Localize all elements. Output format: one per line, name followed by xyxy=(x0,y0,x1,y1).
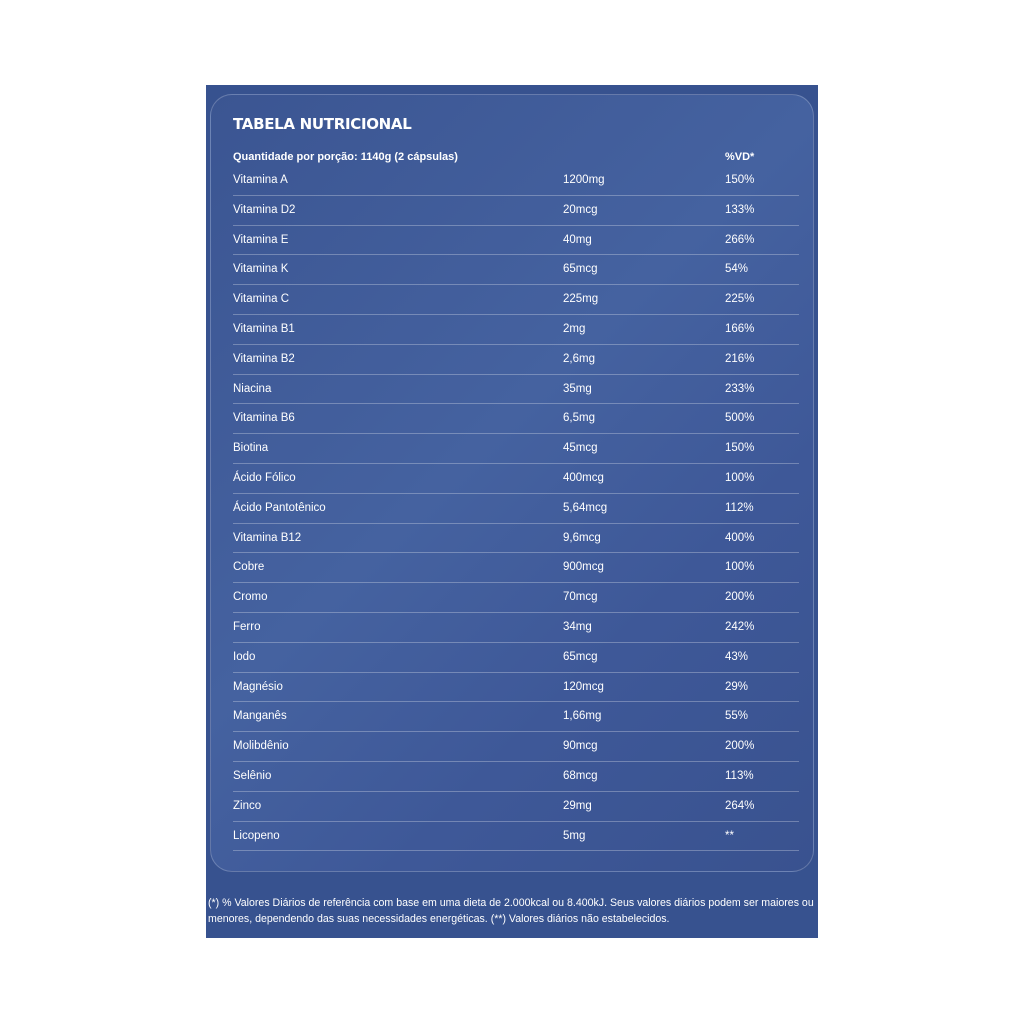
nutrient-amount: 1,66mg xyxy=(563,710,602,723)
nutrient-vd: 266% xyxy=(725,233,755,246)
nutrient-vd: 264% xyxy=(725,799,755,812)
nutrient-vd: 233% xyxy=(725,382,755,395)
nutrient-name: Manganês xyxy=(233,710,287,723)
nutrient-amount: 90mcg xyxy=(563,740,598,753)
nutrient-vd: 55% xyxy=(725,710,749,723)
nutrient-vd: 133% xyxy=(725,203,755,216)
table-row xyxy=(233,524,799,554)
table-row xyxy=(233,702,799,732)
nutrient-amount: 900mcg xyxy=(563,561,604,574)
nutrient-amount: 1200mg xyxy=(563,174,605,186)
nutrient-amount: 2,6mg xyxy=(563,352,595,365)
nutrient-vd: 225% xyxy=(725,293,755,306)
table-row xyxy=(233,166,799,196)
nutrient-name: Vitamina B6 xyxy=(233,412,295,425)
nutrient-vd: 150% xyxy=(725,442,755,455)
nutrient-name: Biotina xyxy=(233,442,269,455)
nutrient-amount: 2mg xyxy=(563,322,586,335)
nutrient-amount: 45mcg xyxy=(563,442,598,455)
nutrient-amount: 20mcg xyxy=(563,203,598,216)
nutrient-name: Ácido Pantotênico xyxy=(233,501,326,514)
nutrient-amount: 65mcg xyxy=(563,263,598,276)
nutrient-name: Licopeno xyxy=(233,829,280,842)
nutrient-vd: ** xyxy=(725,829,734,842)
table-row xyxy=(233,315,799,345)
nutrient-amount: 70mcg xyxy=(563,591,598,604)
table-row xyxy=(233,434,799,464)
table-row xyxy=(233,464,799,494)
table-row xyxy=(233,553,799,583)
table-row xyxy=(233,673,799,703)
nutrient-name: Iodo xyxy=(233,650,256,663)
nutrient-name: Vitamina D2 xyxy=(233,203,296,216)
nutrient-amount: 9,6mcg xyxy=(563,531,601,544)
table-row xyxy=(233,643,799,673)
nutrient-vd: 43% xyxy=(725,650,749,663)
nutrient-vd: 112% xyxy=(725,501,754,514)
vd-header: %VD* xyxy=(725,151,755,163)
nutrient-vd: 150% xyxy=(725,174,755,186)
nutrient-name: Vitamina E xyxy=(233,233,289,246)
nutrient-name: Ácido Fólico xyxy=(233,471,296,484)
nutrient-name: Ferro xyxy=(233,620,261,633)
nutrient-name: Selênio xyxy=(233,769,272,782)
nutrient-vd: 29% xyxy=(725,680,749,693)
nutrient-amount: 5mg xyxy=(563,829,586,842)
nutrient-amount: 225mg xyxy=(563,293,599,306)
nutrient-name: Molibdênio xyxy=(233,740,289,753)
nutrient-vd: 200% xyxy=(725,740,755,753)
nutrient-amount: 35mg xyxy=(563,382,592,395)
nutrient-name: Vitamina B1 xyxy=(233,322,295,335)
nutrient-name: Cromo xyxy=(233,591,268,604)
nutrient-vd: 113% xyxy=(725,769,754,782)
nutrient-name: Zinco xyxy=(233,799,262,812)
table-row xyxy=(233,822,799,852)
nutrition-table-card xyxy=(210,94,814,872)
nutrient-rows xyxy=(233,166,799,851)
nutrient-amount: 34mg xyxy=(563,620,592,633)
nutrient-vd: 242% xyxy=(725,620,755,633)
table-row xyxy=(233,196,799,226)
portion-label: Quantidade por porção: 1140g (2 cápsulas) xyxy=(233,151,458,163)
nutrient-vd: 500% xyxy=(725,412,755,425)
table-row xyxy=(233,255,799,285)
nutrient-vd: 166% xyxy=(725,322,755,335)
nutrient-vd: 100% xyxy=(725,561,755,574)
nutrient-name: Vitamina B12 xyxy=(233,531,302,544)
table-row xyxy=(233,404,799,434)
table-row xyxy=(233,285,799,315)
nutrient-amount: 29mg xyxy=(563,799,592,812)
table-row xyxy=(233,792,799,822)
table-row xyxy=(233,375,799,405)
nutrient-name: Vitamina A xyxy=(233,174,288,186)
nutrient-amount: 120mcg xyxy=(563,680,604,693)
table-row xyxy=(233,762,799,792)
nutrient-vd: 100% xyxy=(725,471,755,484)
table-title: TABELA NUTRICIONAL xyxy=(233,115,412,133)
table-row xyxy=(233,583,799,613)
nutrient-name: Vitamina K xyxy=(233,263,289,276)
nutrient-amount: 68mcg xyxy=(563,769,598,782)
table-row xyxy=(233,494,799,524)
nutrient-amount: 65mcg xyxy=(563,650,598,663)
nutrient-amount: 5,64mcg xyxy=(563,501,608,514)
table-row xyxy=(233,732,799,762)
table-row xyxy=(233,345,799,375)
table-header xyxy=(233,151,799,167)
nutrient-vd: 216% xyxy=(725,352,755,365)
nutrient-amount: 400mcg xyxy=(563,471,604,484)
footnote: (*) % Valores Diários de referência com base em uma dieta de 2.000kcal ou 8.400kJ. Seus valores diários podem ser maiores ou menores, dependendo das suas necessidades energéticas. (**) Valores diários não estabelecidos. xyxy=(208,897,814,925)
nutrient-vd: 200% xyxy=(725,591,755,604)
nutrient-name: Niacina xyxy=(233,382,272,395)
nutrient-amount: 40mg xyxy=(563,233,592,246)
table-row xyxy=(233,226,799,256)
nutrient-name: Vitamina C xyxy=(233,293,290,306)
nutrient-name: Cobre xyxy=(233,561,265,574)
nutrient-vd: 400% xyxy=(725,531,755,544)
nutrient-vd: 54% xyxy=(725,263,749,276)
table-row xyxy=(233,613,799,643)
nutrient-name: Magnésio xyxy=(233,680,283,693)
nutrition-panel xyxy=(206,85,818,938)
nutrient-amount: 6,5mg xyxy=(563,412,595,425)
nutrient-name: Vitamina B2 xyxy=(233,352,295,365)
